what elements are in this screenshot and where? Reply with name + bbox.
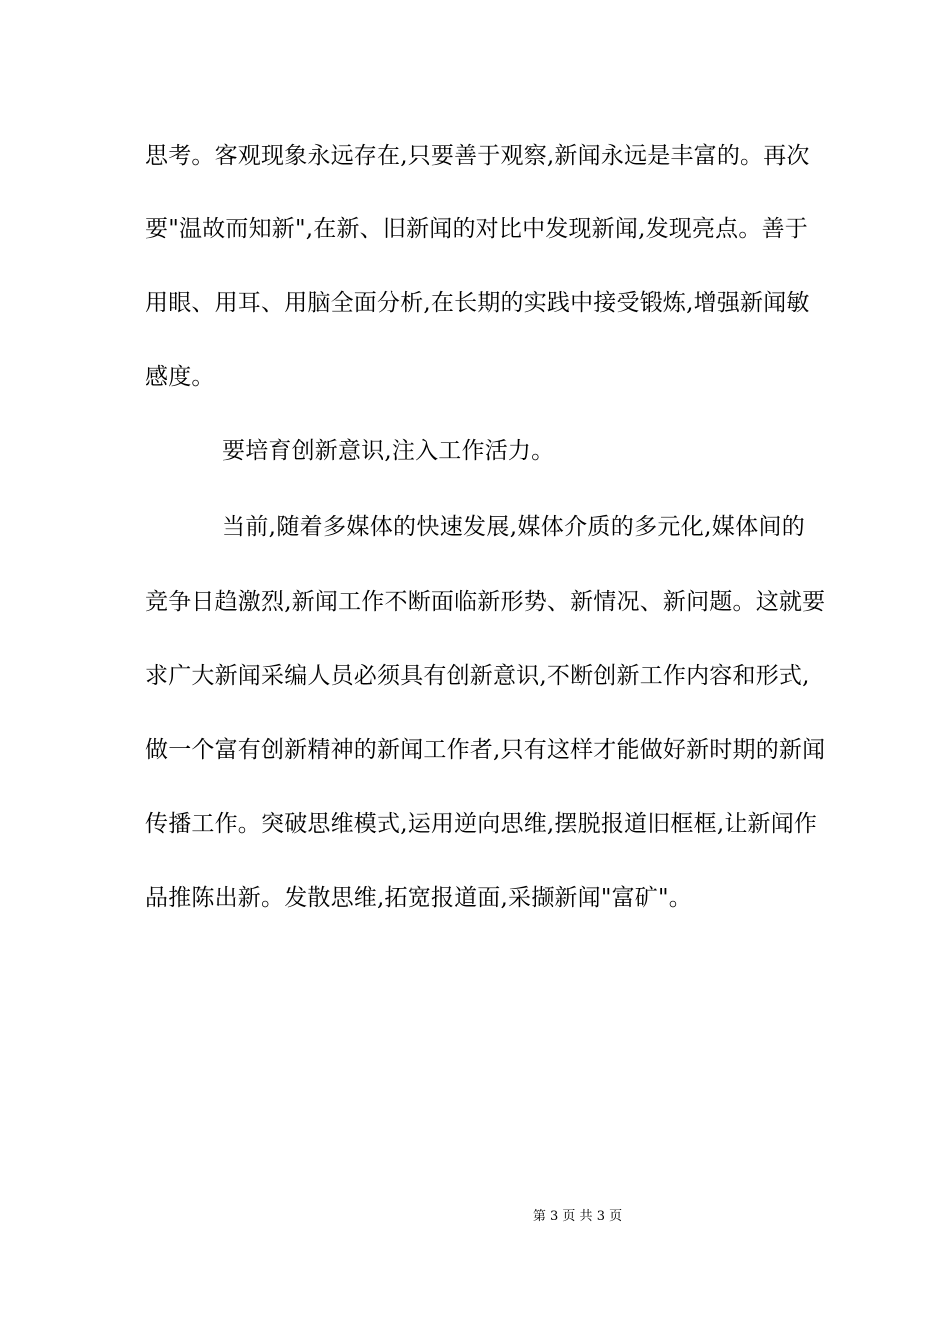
text-line-4: 感度。: [145, 364, 215, 390]
text-line-9: 做一个富有创新精神的新闻工作者,只有这样才能做好新时期的新闻: [145, 737, 826, 763]
page-number-footer: 第 3 页 共 3 页: [532, 1209, 623, 1224]
text-line-1: 思考。客观现象永远存在,只要善于观察,新闻永远是丰富的。再次: [145, 143, 810, 169]
text-line-7: 竞争日趋激烈,新闻工作不断面临新形势、新情况、新问题。这就要: [145, 589, 826, 615]
section-heading: 要培育创新意识,注入工作活力。: [222, 438, 555, 464]
text-line-6: 当前,随着多媒体的快速发展,媒体介质的多元化,媒体间的: [222, 514, 805, 540]
text-line-11: 品推陈出新。发散思维,拓宽报道面,采撷新闻"富矿"。: [145, 885, 692, 911]
text-line-8: 求广大新闻采编人员必须具有创新意识,不断创新工作内容和形式,: [145, 663, 810, 689]
text-line-3: 用眼、用耳、用脑全面分析,在长期的实践中接受锻炼,增强新闻敏: [145, 290, 810, 316]
text-line-10: 传播工作。突破思维模式,运用逆向思维,摆脱报道旧框框,让新闻作: [145, 811, 818, 837]
text-line-2: 要"温故而知新",在新、旧新闻的对比中发现新闻,发现亮点。善于: [145, 216, 808, 242]
